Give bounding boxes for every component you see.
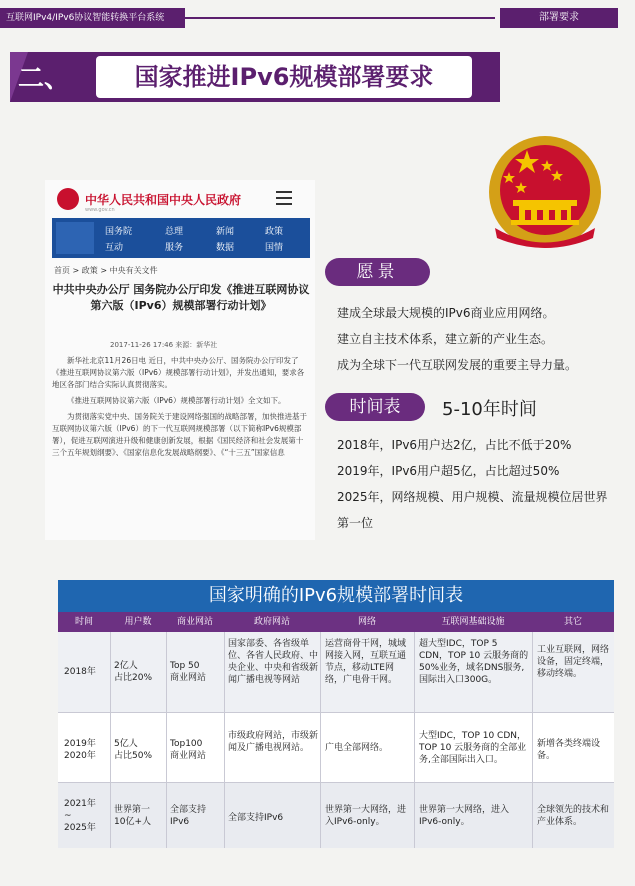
cell-users: 世界第一 10亿+人	[114, 805, 151, 827]
national-emblem-icon	[475, 132, 615, 250]
cell-network: 运营商骨干网，城域网接入网，互联互通节点，移动LTE网络，广电骨干网。	[325, 639, 407, 685]
cell-other: 工业互联网，网络设备，固定终端，移动终端。	[537, 645, 610, 679]
header-divider	[185, 17, 495, 19]
table-divider	[166, 632, 167, 848]
th-other: 其它	[563, 617, 582, 627]
table-divider	[224, 632, 225, 848]
th-network: 网络	[357, 617, 376, 627]
nav-item-premier[interactable]: 总理	[165, 227, 184, 237]
article-paragraph: 为贯彻落实党中央、国务院关于建设网络强国的战略部署，加快推进基于互联网协议第六版（IPv6）的下一代互联网规模部署（以下简称IPv6规模部署），促进互联网演进升级和健康创新发展，根据《国民经济和社会发展第十三个五年规划纲要》、《国家信息化发展战略纲要》、《“十三五”国家信息	[52, 412, 307, 457]
vision-list	[337, 300, 577, 378]
article-headline: 中共中央办公厅 国务院办公厅印发《推进互联网协议第六版（IPv6）规模部署行动计划》	[52, 283, 310, 312]
timeline-list	[337, 432, 612, 536]
page-title: 国家推进IPv6规模部署要求	[134, 63, 434, 91]
cell-users: 2亿人 占比20%	[114, 661, 153, 683]
timeline-label: 时间表	[325, 393, 425, 421]
nav-item-national[interactable]: 国情	[265, 243, 284, 253]
gov-site-name: 中华人民共和国中央人民政府	[85, 193, 242, 207]
cell-business-sites: Top 50 商业网站	[170, 661, 207, 683]
header-left-label: 互联网IPv4/IPv6协议智能转换平台系统	[0, 8, 185, 28]
vision-label: 愿景	[325, 258, 430, 286]
vision-line: 建成全球最大规模的IPv6商业应用网络。	[337, 306, 555, 320]
nav-item-service[interactable]: 服务	[165, 243, 184, 253]
th-users: 用户数	[124, 617, 152, 627]
article-date-source: 2017-11-26 17:46 来源：新华社	[110, 341, 218, 349]
cell-time: 2021年 ~ 2025年	[64, 799, 96, 833]
vision-line: 成为全球下一代互联网发展的重要主导力量。	[337, 358, 578, 372]
th-time: 时间	[74, 617, 93, 627]
gov-emblem-icon	[57, 188, 79, 210]
table-divider	[58, 712, 614, 713]
cell-business-sites: Top100 商业网站	[170, 739, 207, 761]
table-divider	[414, 632, 415, 848]
article-body	[52, 355, 307, 463]
table-title: 国家明确的IPv6规模部署时间表	[58, 580, 614, 612]
menu-icon[interactable]	[276, 191, 292, 205]
cell-network: 广电全部网络。	[325, 743, 389, 753]
cell-users: 5亿人 占比50%	[114, 739, 153, 761]
table-divider	[320, 632, 321, 848]
cell-time: 2019年 2020年	[64, 739, 96, 761]
timeline-line: 2025年，网络规模、用户规模、流量规模位居世界第一位	[337, 490, 608, 530]
nav-item-news[interactable]: 新闻	[216, 227, 235, 237]
th-gov-sites: 政府网站	[253, 617, 290, 627]
header-right-label: 部署要求	[500, 8, 618, 28]
breadcrumb[interactable]: 首页 > 政策 > 中央有关文件	[54, 266, 158, 275]
cell-other: 新增各类终端设备。	[537, 739, 601, 761]
cell-time: 2018年	[64, 667, 96, 677]
vision-line: 建立自主技术体系，建立新的产业生态。	[337, 332, 554, 346]
tiananmen-icon	[56, 222, 94, 254]
cell-gov-sites: 市级政府网站，市级新闻及广播电视网站。	[228, 731, 319, 753]
gov-site-url: www.gov.cn	[85, 207, 115, 213]
article-paragraph: 新华社北京11月26日电 近日，中共中央办公厅、国务院办公厅印发了《推进互联网协议第六版（IPv6）规模部署行动计划》，并发出通知，要求各地区各部门结合实际认真贯彻落实。	[52, 356, 305, 389]
timeline-range: 5-10年时间	[442, 399, 537, 420]
cell-gov-sites: 国家部委、各省级单位、各省人民政府、中央企业、中央和省级新闻广播电视等网站	[228, 639, 319, 685]
cell-infrastructure: 超大型IDC，TOP 5 CDN，TOP 10 云服务商的50%业务，域名DNS服务,国际出入口300G。	[419, 639, 529, 685]
timeline-line: 2019年，IPv6用户超5亿，占比超过50%	[337, 464, 560, 478]
table-divider	[58, 782, 614, 783]
article-paragraph: 《推进互联网协议第六版（IPv6）规模部署行动计划》全文如下。	[67, 396, 286, 405]
cell-infrastructure: 大型IDC，TOP 10 CDN，TOP 10 云服务商的全部业务,全部国际出入口。	[419, 731, 527, 765]
cell-other: 全球领先的技术和产业体系。	[537, 805, 610, 827]
cell-gov-sites: 全部支持IPv6	[228, 813, 284, 823]
nav-item-data[interactable]: 数据	[216, 243, 235, 253]
th-business-sites: 商业网站	[176, 617, 213, 627]
table-divider	[532, 632, 533, 848]
timeline-line: 2018年，IPv6用户达2亿，占比不低于20%	[337, 438, 572, 452]
cell-business-sites: 全部支持 IPv6	[170, 805, 207, 827]
cell-infrastructure: 世界第一大网络，进入IPv6-only。	[419, 805, 510, 827]
nav-item-policy[interactable]: 政策	[265, 227, 284, 237]
table-divider	[110, 632, 111, 848]
nav-item-interact[interactable]: 互动	[105, 243, 124, 253]
cell-network: 世界第一大网络，进入IPv6-only。	[325, 805, 407, 827]
nav-item-state-council[interactable]: 国务院	[105, 227, 133, 237]
th-infrastructure: 互联网基础设施	[441, 617, 505, 627]
section-number: 二、	[18, 64, 71, 94]
